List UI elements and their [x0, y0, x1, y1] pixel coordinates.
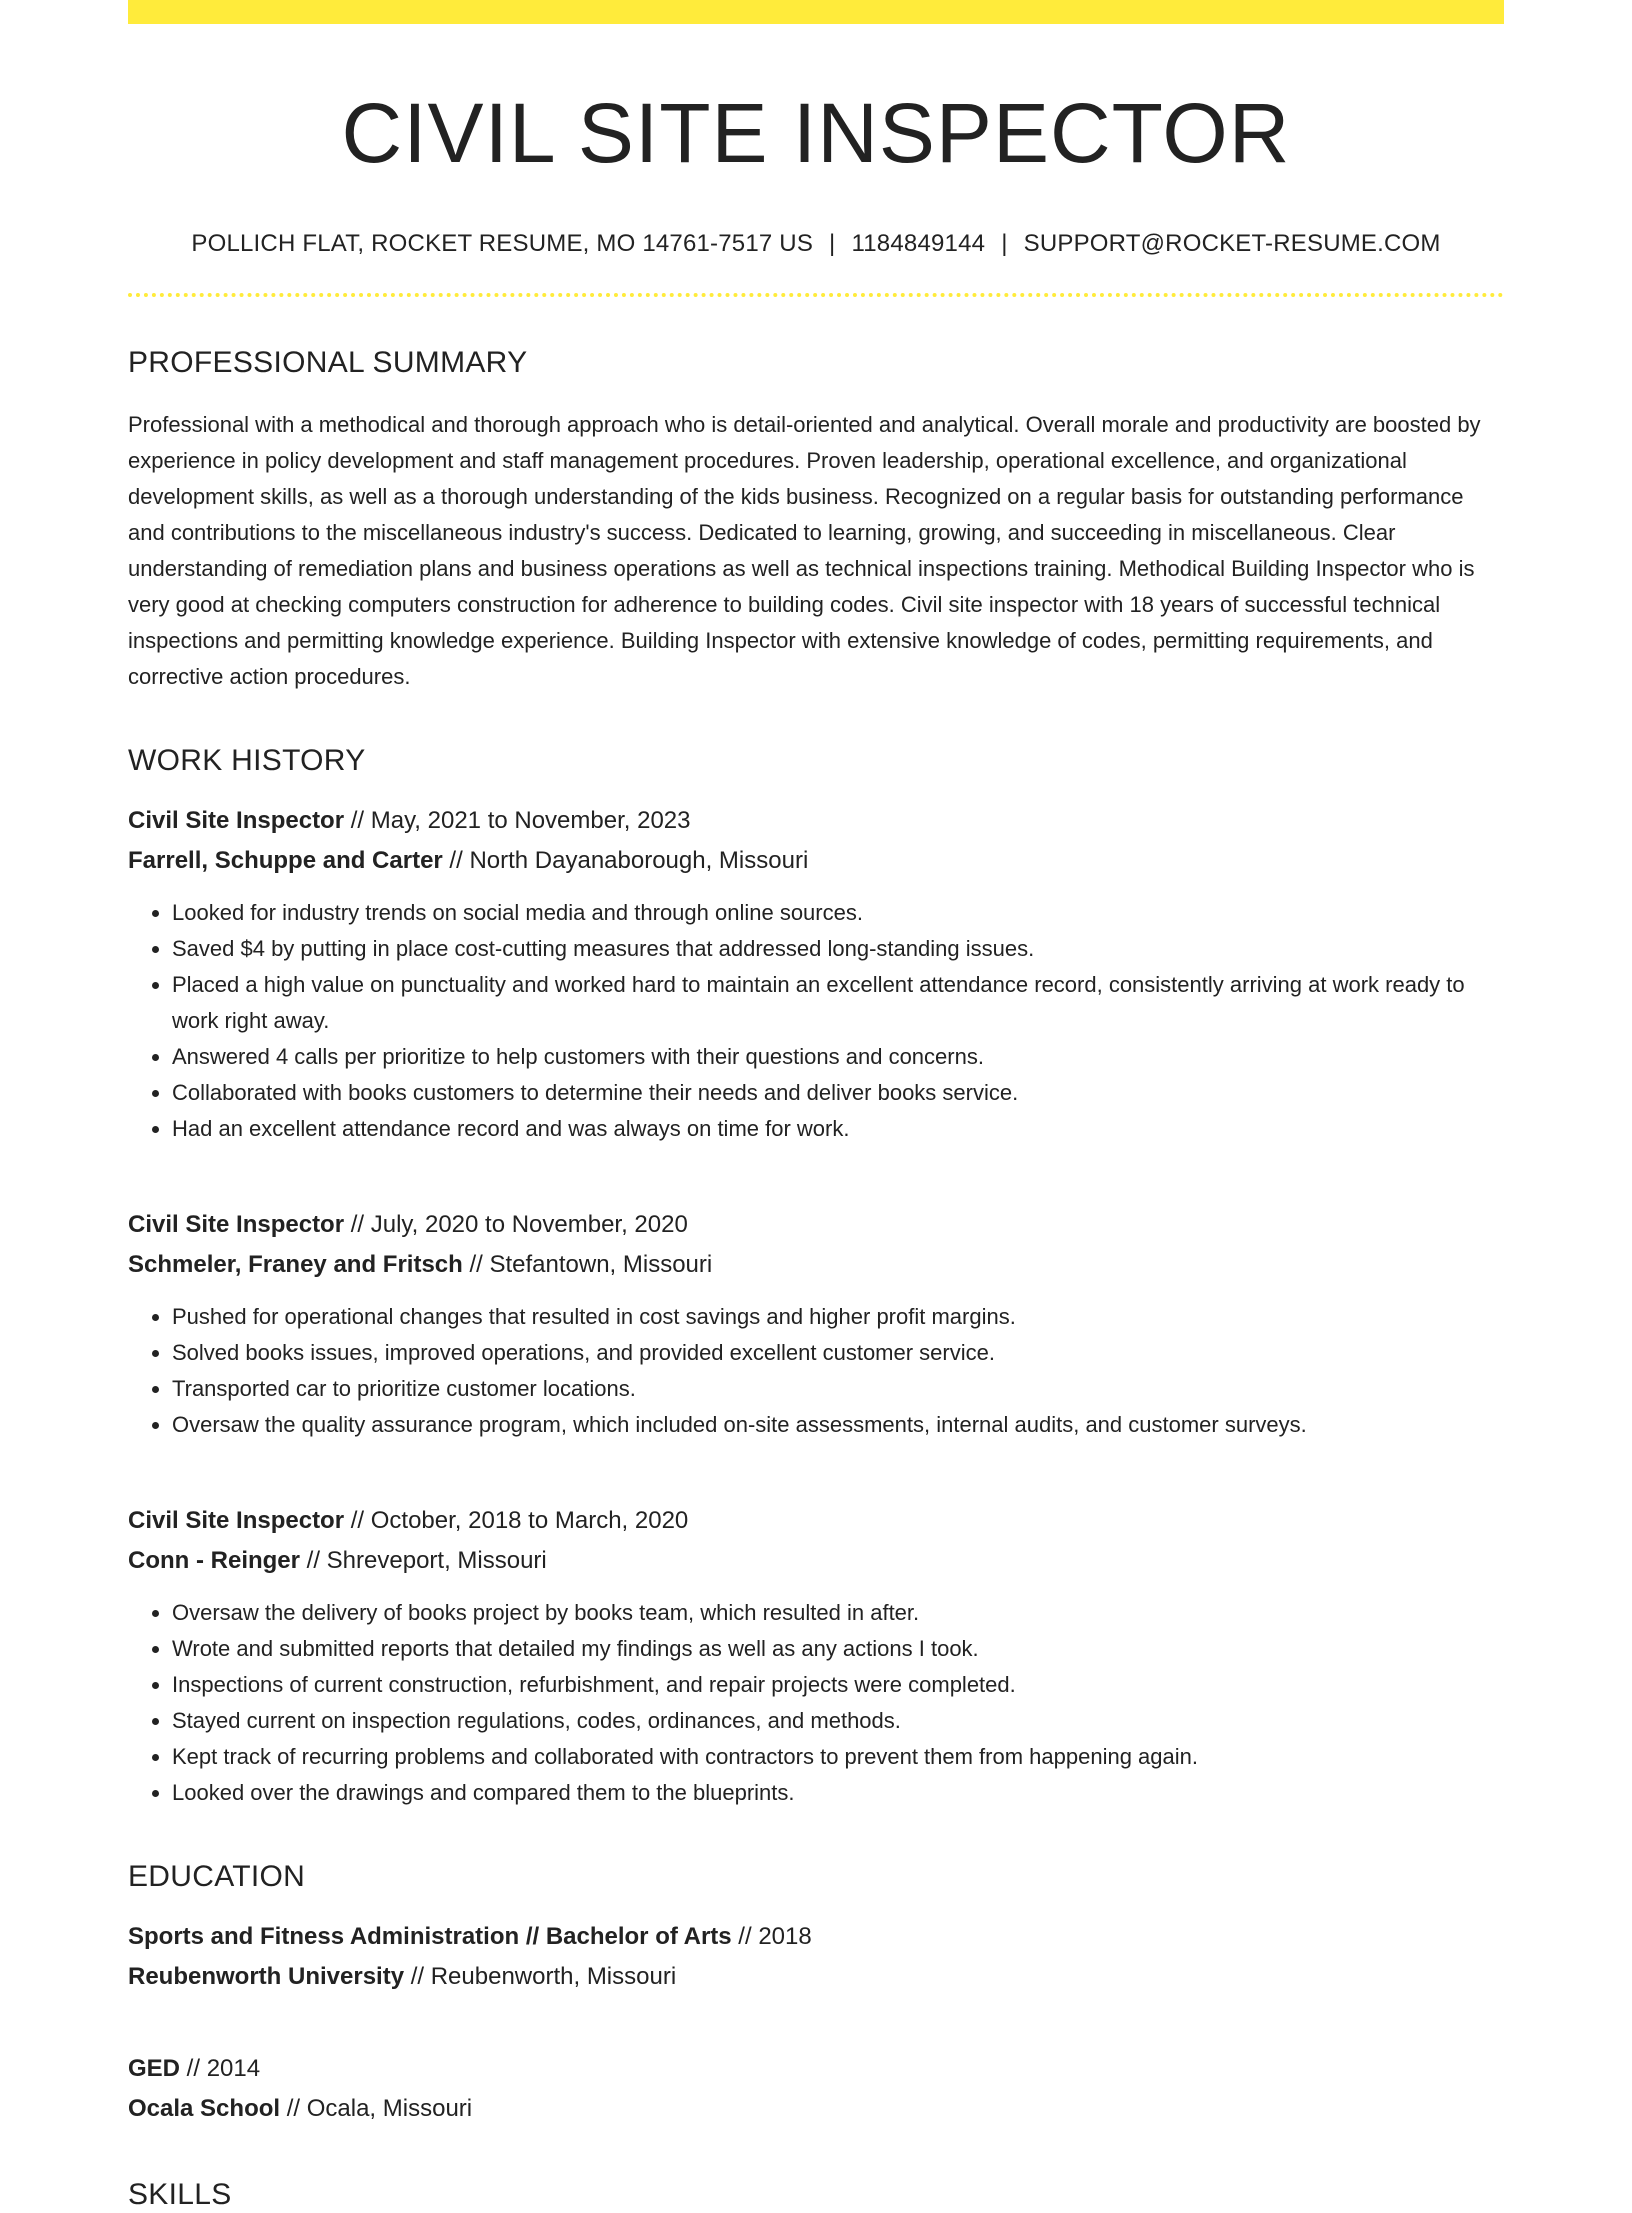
job-entry: [128, 1501, 1504, 1811]
job-location: // North Dayanaborough, Missouri: [442, 846, 809, 874]
job-entry: [128, 801, 1504, 1147]
list-item: • Oversaw the delivery of books project by books team, which resulted in after.: [172, 1595, 1504, 1631]
job-dates: // July, 2020 to November, 2020: [344, 1210, 688, 1238]
list-item: • Oversaw the quality assurance program, which included on-site assessments, internal audits, and customer surveys.: [172, 1407, 1504, 1443]
list-item: • Placed a high value on punctuality and worked hard to maintain an excellent attendance record, consistently arriving at work ready to work right away.: [172, 967, 1504, 1039]
list-item: • Inspections of current construction, refurbishment, and repair projects were completed.: [172, 1667, 1504, 1703]
summary-heading: PROFESSIONAL SUMMARY: [128, 345, 528, 379]
education-degree: Sports and Fitness Administration // Bachelor of Arts: [128, 1922, 732, 1950]
education-heading: EDUCATION: [128, 1859, 306, 1893]
job-entry: [128, 1205, 1504, 1443]
work-history-heading: WORK HISTORY: [128, 743, 366, 777]
contact-separator: |: [1001, 229, 1008, 257]
education-school: Reubenworth University: [128, 1962, 405, 1990]
resume-page: [128, 0, 1504, 2213]
job-title-line: [128, 801, 1504, 841]
contact-address: POLLICH FLAT, ROCKET RESUME, MO 14761-7517 US: [191, 229, 814, 257]
job-title-line: [128, 1501, 1504, 1541]
accent-top-bar: [128, 0, 1504, 24]
education-degree-line: [128, 2049, 1504, 2089]
education-location: // Reubenworth, Missouri: [404, 1962, 677, 1990]
list-item: • Looked over the drawings and compared them to the blueprints.: [172, 1775, 1504, 1811]
list-item: • Stayed current on inspection regulations, codes, ordinances, and methods.: [172, 1703, 1504, 1739]
list-item: • Collaborated with books customers to determine their needs and deliver books service.: [172, 1075, 1504, 1111]
education-year: // 2018: [731, 1922, 812, 1950]
job-bullets: [128, 1595, 1504, 1811]
job-role: Civil Site Inspector: [128, 806, 345, 834]
job-dates: // May, 2021 to November, 2023: [344, 806, 691, 834]
spacer: [128, 1997, 1504, 2027]
contact-phone: 1184849144: [851, 229, 986, 257]
dotted-divider: [128, 293, 1504, 297]
job-dates: // October, 2018 to March, 2020: [344, 1506, 689, 1534]
education-entry: [128, 2049, 1504, 2129]
job-title-line: [128, 1205, 1504, 1245]
job-location: // Stefantown, Missouri: [462, 1250, 713, 1278]
job-company-line: [128, 1245, 1504, 1285]
education-degree: GED: [128, 2054, 181, 2082]
contact-line: [128, 228, 1504, 259]
education-degree-line: [128, 1917, 1504, 1957]
skills-heading: SKILLS: [128, 2177, 232, 2211]
list-item: • Looked for industry trends on social media and through online sources.: [172, 895, 1504, 931]
list-item: • Pushed for operational changes that resulted in cost savings and higher profit margins.: [172, 1299, 1504, 1335]
job-company: Farrell, Schuppe and Carter: [128, 846, 443, 874]
list-item: • Saved $4 by putting in place cost-cutting measures that addressed long-standing issues.: [172, 931, 1504, 967]
list-item: • Kept track of recurring problems and collaborated with contractors to prevent them from happening again.: [172, 1739, 1504, 1775]
list-item: • Had an excellent attendance record and was always on time for work.: [172, 1111, 1504, 1147]
job-company: Conn - Reinger: [128, 1546, 300, 1574]
job-company-line: [128, 1541, 1504, 1581]
contact-separator: |: [829, 229, 836, 257]
spacer: [128, 1443, 1504, 1477]
candidate-name: CIVIL SITE INSPECTOR: [341, 86, 1291, 180]
education-location: // Ocala, Missouri: [280, 2094, 473, 2122]
job-company-line: [128, 841, 1504, 881]
job-location: // Shreveport, Missouri: [300, 1546, 547, 1574]
job-role: Civil Site Inspector: [128, 1210, 345, 1238]
education-year: // 2014: [180, 2054, 261, 2082]
job-bullets: [128, 1299, 1504, 1443]
education-school-line: [128, 2089, 1504, 2129]
summary-text: Professional with a methodical and thorough approach who is detail-oriented and analytical. Overall morale and productivity are boosted by experience in policy development and staff management procedures. Proven leadership, operational excellence, and organizational development skills, as well as a thorough understanding of the kids business. Recognized on a regular basis for outstanding performance and contributions to the miscellaneous industry's success. Dedicated to learning, growing, and succeeding in miscellaneous. Clear understanding of remediation plans and business operations as well as technical inspections training. Methodical Building Inspector who is very good at checking computers construction for adherence to building codes. Civil site inspector with 18 years of successful technical inspections and permitting knowledge experience. Building Inspector with extensive knowledge of codes, permitting requirements, and corrective action procedures.: [128, 411, 1481, 689]
spacer: [128, 1147, 1504, 1181]
list-item: • Transported car to prioritize customer locations.: [172, 1371, 1504, 1407]
contact-email: SUPPORT@ROCKET-RESUME.COM: [1023, 229, 1441, 257]
list-item: • Wrote and submitted reports that detailed my findings as well as any actions I took.: [172, 1631, 1504, 1667]
list-item: • Solved books issues, improved operations, and provided excellent customer service.: [172, 1335, 1504, 1371]
job-bullets: [128, 895, 1504, 1147]
education-entry: [128, 1917, 1504, 1997]
education-school-line: [128, 1957, 1504, 1997]
education-school: Ocala School: [128, 2094, 281, 2122]
job-company: Schmeler, Franey and Fritsch: [128, 1250, 463, 1278]
job-role: Civil Site Inspector: [128, 1506, 345, 1534]
list-item: • Answered 4 calls per prioritize to help customers with their questions and concerns.: [172, 1039, 1504, 1075]
